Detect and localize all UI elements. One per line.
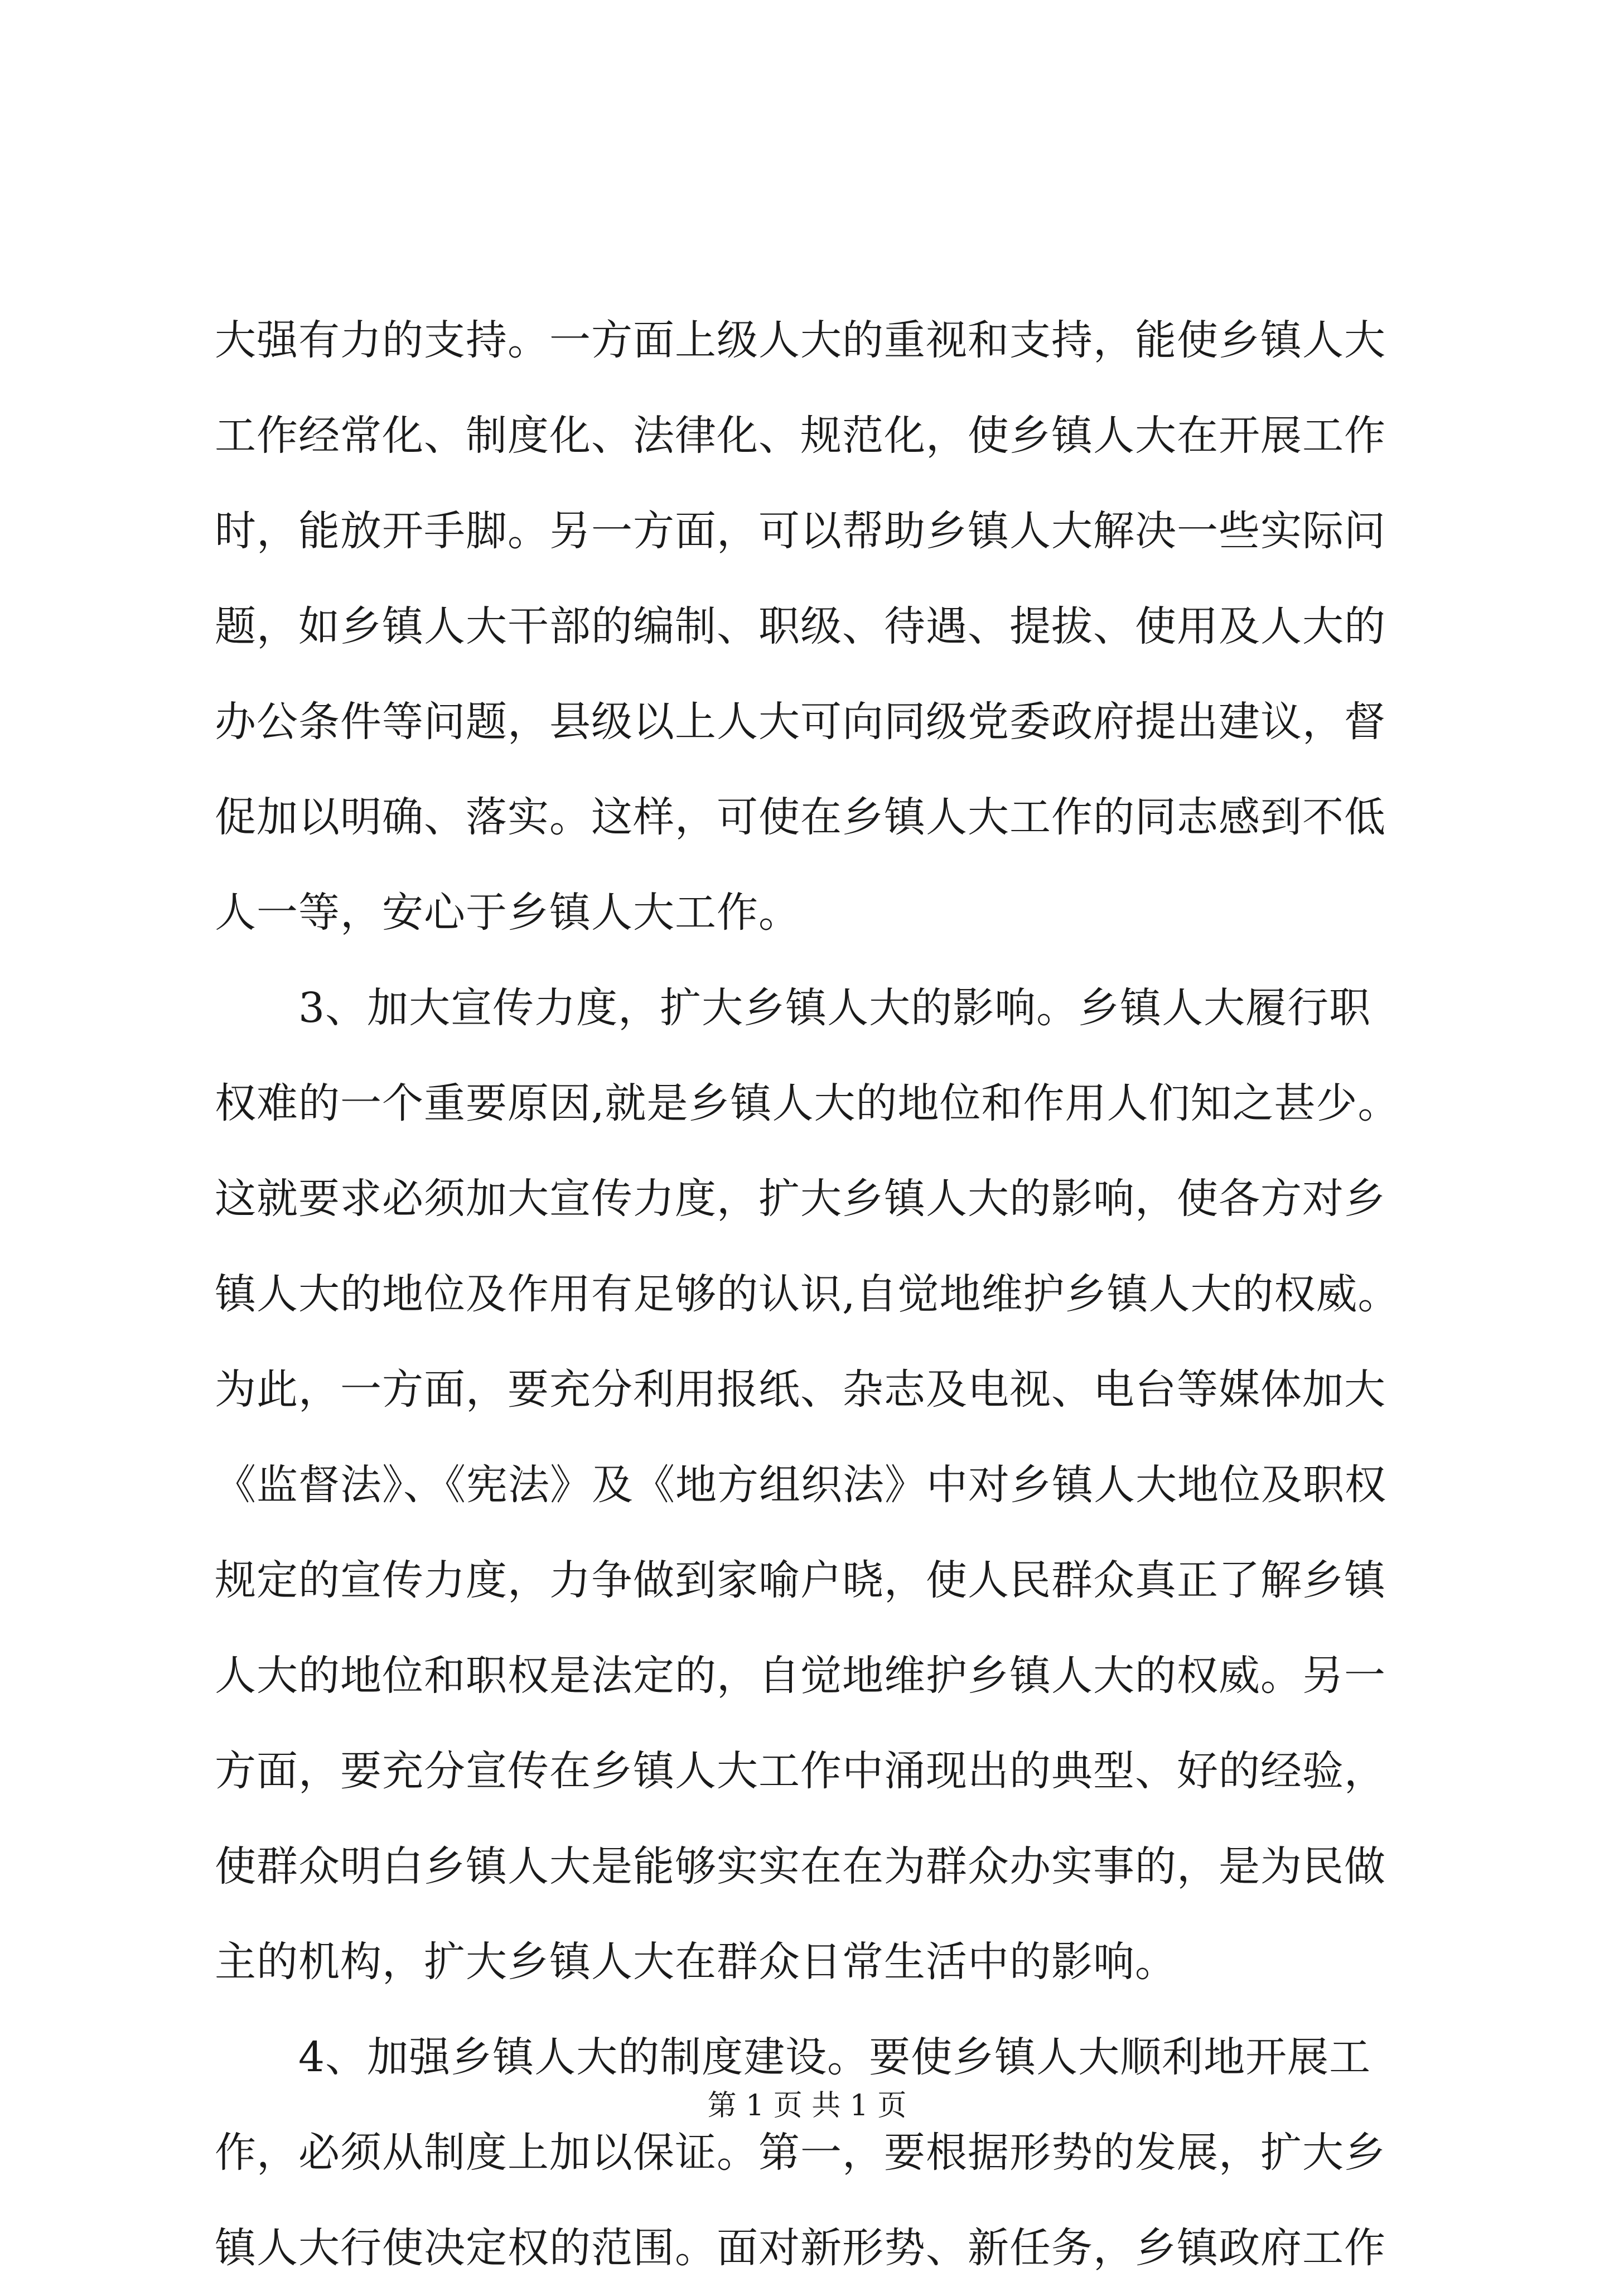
text-line: 方面，要充分宣传在乡镇人大工作中涌现出的典型、好的经验， xyxy=(215,1747,1386,1795)
text-line: 《监督法》、《宪法》及《地方组织法》中对乡镇人大地位及职权 xyxy=(215,1461,1386,1509)
text-line: 权难的一个重要原因,就是乡镇人大的地位和作用人们知之甚少。 xyxy=(215,1079,1400,1127)
text-line: 作，必须从制度上加以保证。第一，要根据形势的发展，扩大乡 xyxy=(215,2129,1386,2177)
text-line: 规定的宣传力度，力争做到家喻户晓，使人民群众真正了解乡镇 xyxy=(215,1556,1386,1604)
paragraph-start-line: 4、加强乡镇人大的制度建设。要使乡镇人大顺利地开展工 xyxy=(298,2033,1371,2081)
text-line: 人大的地位和职权是法定的，自觉地维护乡镇人大的权威。另一 xyxy=(215,1652,1386,1700)
text-line: 这就要求必须加大宣传力度，扩大乡镇人大的影响，使各方对乡 xyxy=(215,1175,1386,1223)
text-line: 题，如乡镇人大干部的编制、职级、待遇、提拔、使用及人大的 xyxy=(215,602,1386,650)
text-line: 为此，一方面，要充分利用报纸、杂志及电视、电台等媒体加大 xyxy=(215,1366,1386,1414)
text-line: 工作经常化、制度化、法律化、规范化，使乡镇人大在开展工作 xyxy=(215,412,1386,460)
text-line: 镇人大的地位及作用有足够的认识,自觉地维护乡镇人大的权威。 xyxy=(215,1270,1400,1318)
text-line: 大强有力的支持。一方面上级人大的重视和支持，能使乡镇人大 xyxy=(215,316,1386,364)
text-line: 主的机构，扩大乡镇人大在群众日常生活中的影响。 xyxy=(215,1938,1177,1986)
paragraph-start-line: 3、加大宣传力度，扩大乡镇人大的影响。乡镇人大履行职 xyxy=(298,984,1371,1032)
text-line: 办公条件等问题，县级以上人大可向同级党委政府提出建议，督 xyxy=(215,698,1386,746)
text-line: 使群众明白乡镇人大是能够实实在在为群众办实事的，是为民做 xyxy=(215,1842,1386,1890)
body-text xyxy=(215,293,1408,2296)
text-line: 人一等，安心于乡镇人大工作。 xyxy=(215,889,800,937)
text-line: 促加以明确、落实。这样，可使在乡镇人大工作的同志感到不低 xyxy=(215,793,1386,841)
text-line: 时，能放开手脚。另一方面，可以帮助乡镇人大解决一些实际问 xyxy=(215,507,1386,555)
text-line: 镇人大行使决定权的范围。面对新形势、新任务，乡镇政府工作 xyxy=(215,2224,1386,2272)
page-footer: 第 1 页 共 1 页 xyxy=(707,2089,907,2123)
